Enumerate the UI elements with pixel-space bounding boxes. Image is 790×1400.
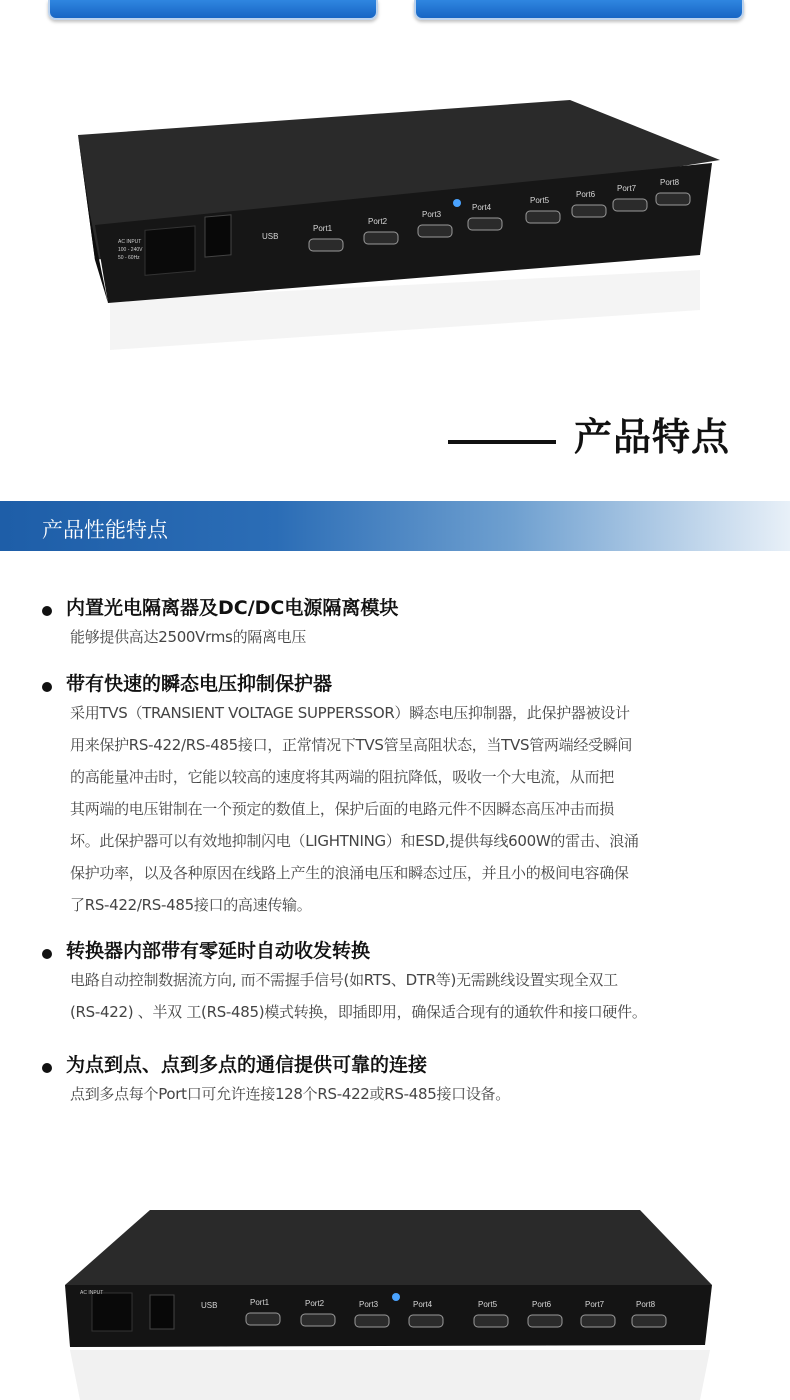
feature-description-line: 能够提供高达2500Vrms的隔离电压	[70, 628, 307, 646]
bullet-icon	[42, 682, 52, 692]
ac-input-label: AC INPUT	[118, 239, 142, 245]
port-label: Port4	[472, 203, 492, 212]
bullet-icon	[42, 606, 52, 616]
serial-port-connector	[656, 193, 690, 205]
port-label: Port2	[305, 1299, 325, 1308]
feature-description-line: 采用TVS（TRANSIENT VOLTAGE SUPPERSSOR）瞬态电压抑制器，此保护器被设计	[70, 704, 630, 722]
port-label: Port1	[250, 1298, 270, 1307]
port-label: Port8	[660, 178, 680, 187]
port-label: Port7	[585, 1300, 605, 1309]
bullet-icon	[42, 1063, 52, 1073]
feature-description-line: 了RS-422/RS-485接口的高速传输。	[70, 896, 312, 914]
ac-input-label-2: AC INPUT	[80, 1290, 104, 1296]
serial-port-connector	[526, 211, 560, 223]
serial-port-connector	[309, 239, 343, 251]
feature-description-line: 保护功率，以及各种原因在线路上产生的浪涌电压和瞬态过压，并且小的极间电容确保	[70, 864, 629, 882]
serial-port-connector	[364, 232, 398, 244]
product-image-bottom	[0, 1205, 790, 1400]
port-label: Port1	[313, 224, 333, 233]
section-rule	[448, 440, 556, 444]
feature-title: 带有快速的瞬态电压抑制保护器	[66, 673, 333, 695]
port-label: Port4	[413, 1300, 433, 1309]
feature-description-line: 其两端的电压钳制在一个预定的数值上，保护后面的电路元件不因瞬态高压冲击而损	[70, 800, 614, 818]
port-label: Port6	[576, 190, 596, 199]
serial-port-connector	[474, 1315, 508, 1327]
feature-title: 为点到点、点到多点的通信提供可靠的连接	[66, 1054, 428, 1076]
ac-input-voltage: 100 - 240V	[118, 247, 143, 253]
usb-label: USB	[262, 232, 279, 241]
serial-port-connector	[418, 225, 452, 237]
usb-label-2: USB	[201, 1301, 218, 1310]
serial-port-connector	[301, 1314, 335, 1326]
port-label: Port3	[422, 210, 442, 219]
serial-port-connector	[572, 205, 606, 217]
serial-port-connector	[409, 1315, 443, 1327]
ac-input-freq: 50 - 60Hz	[118, 255, 140, 261]
port-label: Port2	[368, 217, 388, 226]
bullet-icon	[42, 949, 52, 959]
serial-port-connector	[613, 199, 647, 211]
product-image-top	[0, 95, 790, 355]
feature-description-line: 点到多点每个Port口可允许连接128个RS-422或RS-485接口设备。	[70, 1085, 510, 1103]
serial-port-connector	[355, 1315, 389, 1327]
port-label: Port3	[359, 1300, 379, 1309]
feature-title: 内置光电隔离器及DC/DC电源隔离模块	[66, 597, 399, 619]
serial-port-connector	[528, 1315, 562, 1327]
feature-description-line: 坏。此保护器可以有效地抑制闪电（LIGHTNING）和ESD,提供每线600W的雷击、浪涌	[70, 832, 639, 850]
port-label: Port5	[530, 196, 550, 205]
feature-title: 转换器内部带有零延时自动收发转换	[66, 940, 371, 962]
feature-description-line: 用来保护RS-422/RS-485接口，正常情况下TVS管呈高阻状态，当TVS管两端经受瞬间	[70, 736, 633, 754]
port-label: Port7	[617, 184, 637, 193]
port-label: Port8	[636, 1300, 656, 1309]
feature-banner	[0, 501, 790, 551]
serial-port-connector	[468, 218, 502, 230]
banner-title: 产品性能特点	[42, 518, 168, 542]
section-title: 产品特点	[574, 415, 731, 459]
serial-port-connector	[632, 1315, 666, 1327]
feature-description-line: 的高能量冲击时，它能以较高的速度将其两端的阻抗降低，吸收一个大电流，从而把	[70, 768, 614, 786]
feature-description-line: 电路自动控制数据流方向, 而不需握手信号(如RTS、DTR等)无需跳线设置实现全双工	[70, 971, 618, 989]
port-label: Port5	[478, 1300, 498, 1309]
top-button-right[interactable]	[414, 0, 744, 20]
serial-port-connector	[581, 1315, 615, 1327]
feature-description-line: (RS-422) 、半双 工(RS-485)模式转换，即插即用，确保适合现有的通软件和接口硬件。	[70, 1003, 647, 1021]
serial-port-connector	[246, 1313, 280, 1325]
top-button-left[interactable]	[48, 0, 378, 20]
port-label: Port6	[532, 1300, 552, 1309]
